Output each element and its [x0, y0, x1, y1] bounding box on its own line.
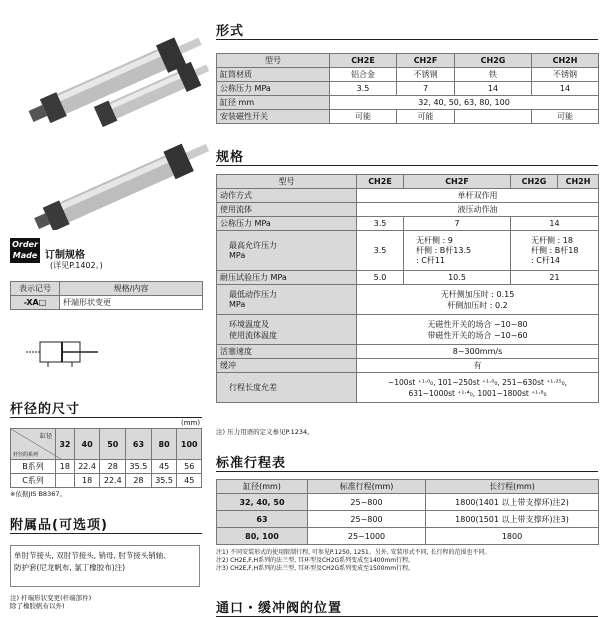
rod-bore-80: 80	[151, 429, 177, 460]
guige-label-minp-line: MPa	[229, 299, 246, 309]
rod-c-value: 45	[177, 474, 202, 488]
rod-bore-63: 63	[126, 429, 152, 460]
guige-maxp-gh-line: 无杆侧 : 18	[531, 235, 573, 245]
guige-maxp-gh-line: 杆侧 : B杆18	[531, 245, 579, 255]
guige-temp-line: 带磁性开关的场合 −10~60	[427, 330, 528, 340]
order-table	[10, 281, 203, 310]
rod-b-value: 22.4	[74, 460, 100, 474]
std-header-long: 长行程(mm)	[426, 480, 599, 494]
xingshi-header-ch2g: CH2G	[455, 54, 532, 68]
guige-table	[216, 174, 599, 403]
rod-c-value: 35.5	[151, 474, 177, 488]
guige-label-minp	[217, 285, 357, 315]
guige-label-fluid: 使用流体	[217, 203, 357, 217]
guige-proof-gh: 21	[511, 271, 599, 285]
rod-c-value: 22.4	[100, 474, 126, 488]
rod-b-value: 45	[151, 460, 177, 474]
cylinder-photo-bottom	[28, 138, 218, 230]
accessory-note-line: 注) 杆端形状变更(杆端部件)	[10, 594, 92, 602]
guige-header-ch2h: CH2H	[558, 175, 599, 189]
rod-unit: (mm)	[181, 419, 201, 427]
std-long: 1800(1501 以上带支撑环)注3)	[426, 511, 599, 528]
rod-corner-top: 缸径	[39, 433, 52, 440]
order-made-badge	[10, 238, 40, 263]
guige-label-maxp	[217, 231, 357, 271]
guige-stroke-line: ~100st ⁺¹·⁰₀, 101~250st ⁺¹·⁰₀, 251~630st ⁺¹·²⁵₀,	[387, 377, 568, 387]
guige-minp-line: 无杆侧加压时 : 0.15	[440, 289, 515, 299]
xingshi-cell: 铁	[455, 68, 532, 82]
xingshi-cell: 不锈钢	[532, 68, 599, 82]
order-code: -XA□	[11, 296, 60, 310]
guige-speed: 8~300mm/s	[357, 345, 599, 359]
std-note-line: 注2) CH2E,F,H系列的法兰型, 耳环型及CH2G系列变成至1400mm行程。	[216, 557, 415, 564]
xingshi-header-ch2f: CH2F	[397, 54, 455, 68]
guige-label-action: 动作方式	[217, 189, 357, 203]
std-table	[216, 479, 599, 545]
guige-nominal-e: 3.5	[357, 217, 404, 231]
xingshi-label: 安装磁性开关	[217, 110, 330, 124]
std-long: 1800(1401 以上带支撑环)注2)	[426, 494, 599, 511]
guige-maxp-gh	[511, 231, 599, 271]
rod-c-name: C系列	[11, 474, 56, 488]
cylinder-photo-middle	[88, 55, 213, 130]
xingshi-cell: 可能	[397, 110, 455, 124]
xingshi-bore-cell: 32, 40, 50, 63, 80, 100	[330, 96, 599, 110]
order-header-code: 表示记号	[11, 282, 60, 296]
guige-header-ch2f: CH2F	[404, 175, 511, 189]
order-content: 杆端形状变更	[60, 296, 203, 310]
xingshi-header-ch2h: CH2H	[532, 54, 599, 68]
rod-row-c	[11, 474, 202, 488]
guige-action: 单杆双作用	[357, 189, 599, 203]
rod-bore-40: 40	[74, 429, 100, 460]
rod-c-value	[56, 474, 75, 488]
guige-label-maxp-line: 最高允许压力	[229, 240, 277, 250]
xingshi-cell: 7	[397, 82, 455, 96]
std-bore: 32, 40, 50	[217, 494, 308, 511]
guige-fluid: 液压动作油	[357, 203, 599, 217]
std-long: 1800	[426, 528, 599, 545]
rod-bore-100: 100	[177, 429, 202, 460]
guige-header-ch2e: CH2E	[357, 175, 404, 189]
guige-label-proof: 耐压试验压力 MPa	[217, 271, 357, 285]
xingshi-cell: 14	[532, 82, 599, 96]
xingshi-cell	[455, 110, 532, 124]
accessory-section-title: 附属品(可选项)	[10, 514, 202, 534]
cylinder-symbol-icon	[22, 338, 102, 368]
xingshi-label: 缸筒材质	[217, 68, 330, 82]
rod-note: ※依据JIS B8367。	[10, 490, 66, 498]
accessory-line: 单肘节接头, 双肘节接头, 销母, 肘节接头销轴、	[14, 551, 171, 560]
order-badge-top: Order	[12, 240, 38, 249]
rod-c-value: 28	[126, 474, 152, 488]
xingshi-label: 公称压力 MPa	[217, 82, 330, 96]
accessory-note-line: 除了橡胶帆布以外)	[10, 602, 65, 610]
xingshi-cell: 不锈钢	[397, 68, 455, 82]
order-header-content: 规格/内容	[60, 282, 203, 296]
rod-bore-50: 50	[100, 429, 126, 460]
guige-proof-e: 5.0	[357, 271, 404, 285]
guige-maxp-f	[404, 231, 511, 271]
guige-header-ch2g: CH2G	[511, 175, 558, 189]
accessory-line: 防护套(尼龙帆布, 氯丁橡胶布)注)	[14, 563, 126, 572]
guige-maxp-gh-line: : C杆14	[531, 255, 561, 265]
rod-b-value: 28	[100, 460, 126, 474]
rod-b-name: B系列	[11, 460, 56, 474]
order-ref: (详见P.1402。)	[50, 261, 103, 270]
xingshi-label: 缸径 mm	[217, 96, 330, 110]
guige-label-temp	[217, 315, 357, 345]
guige-minp	[357, 285, 599, 315]
rod-section-title: 杆径的尺寸	[10, 398, 202, 418]
rod-c-value: 18	[74, 474, 100, 488]
xingshi-section-title: 形式	[216, 20, 598, 40]
std-notes	[216, 549, 490, 573]
guige-label-maxp-line: MPa	[229, 250, 246, 260]
guige-label-nominal: 公称压力 MPa	[217, 217, 357, 231]
std-note-line: 注1) 不同安装形式的使用限制行程, 可参见P.1250, 1251。另外, 安装形式不同, 长行程的范围也不同。	[216, 549, 491, 556]
xingshi-header-model: 型号	[217, 54, 330, 68]
xingshi-cell: 可能	[532, 110, 599, 124]
guige-maxp-f-line: 无杆侧 : 9	[416, 235, 453, 245]
guige-proof-f: 10.5	[404, 271, 511, 285]
rod-b-value: 56	[177, 460, 202, 474]
guige-label-stroke: 行程长度允差	[217, 373, 357, 403]
guige-section-title: 规格	[216, 146, 598, 166]
guige-nominal-f: 7	[404, 217, 511, 231]
guige-label-minp-line: 最低动作压力	[229, 289, 277, 299]
guige-note: 注) 压力用语的定义参见P.1234。	[216, 428, 314, 436]
order-badge-bottom: Made	[12, 251, 38, 260]
std-header-standard: 标准行程(mm)	[308, 480, 426, 494]
guige-cushion: 有	[357, 359, 599, 373]
std-standard: 25~800	[308, 511, 426, 528]
accessory-note	[10, 594, 91, 610]
rod-b-value: 18	[56, 460, 75, 474]
rod-row-b	[11, 460, 202, 474]
rod-b-value: 35.5	[126, 460, 152, 474]
xingshi-header-ch2e: CH2E	[330, 54, 397, 68]
guige-maxp-e: 3.5	[357, 231, 404, 271]
std-section-title: 标准行程表	[216, 452, 598, 472]
rod-corner-bottom: 杆径的系列	[13, 452, 39, 458]
std-header-bore: 缸径(mm)	[217, 480, 308, 494]
guige-maxp-f-line: 杆侧 : B杆13.5	[416, 245, 472, 255]
guige-temp-line: 无磁性开关的场合 −10~80	[427, 319, 528, 329]
std-bore: 80, 100	[217, 528, 308, 545]
guige-minp-line: 杆侧加压时 : 0.2	[447, 300, 508, 310]
guige-stroke-line: 631~1000st ⁺¹·⁴₀, 1001~1800st ⁺¹·⁸₀	[408, 388, 547, 398]
guige-maxp-f-line: : C杆11	[416, 255, 446, 265]
guige-stroke	[357, 373, 599, 403]
guige-label-cushion: 缓冲	[217, 359, 357, 373]
xingshi-table	[216, 53, 599, 124]
std-standard: 25~800	[308, 494, 426, 511]
guige-label-speed: 活塞速度	[217, 345, 357, 359]
port-section-title: 通口・缓冲阀的位置	[216, 597, 598, 617]
guige-nominal-gh: 14	[511, 217, 599, 231]
xingshi-cell: 铝合金	[330, 68, 397, 82]
guige-header-model: 型号	[217, 175, 357, 189]
rod-bore-32: 32	[56, 429, 75, 460]
guige-label-temp-line: 环境温度及	[229, 319, 269, 329]
xingshi-cell: 14	[455, 82, 532, 96]
std-note-line: 注3) CH2E,F,H系列的法兰型, 耳环型及CH2G系列变成至1500mm行程。	[216, 565, 415, 572]
rod-corner	[11, 429, 56, 460]
order-title: 订制规格	[45, 250, 85, 261]
std-bore: 63	[217, 511, 308, 528]
xingshi-cell: 可能	[330, 110, 397, 124]
xingshi-cell: 3.5	[330, 82, 397, 96]
accessory-box	[10, 545, 200, 587]
std-standard: 25~1000	[308, 528, 426, 545]
guige-temp	[357, 315, 599, 345]
guige-label-temp-line: 使用流体温度	[229, 330, 277, 340]
rod-table	[10, 428, 202, 488]
